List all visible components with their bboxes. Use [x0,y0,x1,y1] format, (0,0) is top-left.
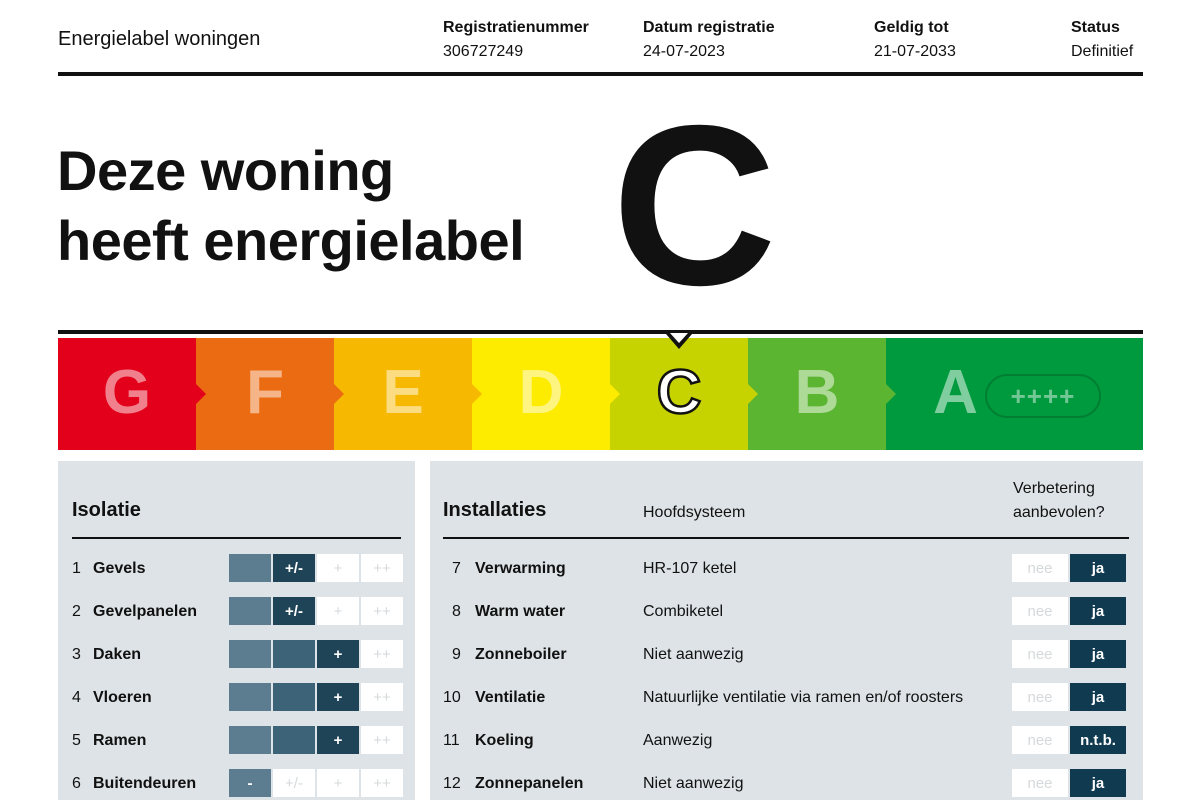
installatie-row [443,726,1129,756]
scale-letter-g: G [102,358,152,427]
advice-yes: n.t.b. [1070,726,1126,754]
rating-cell: + [317,683,359,711]
status [1071,16,1133,64]
row-name: Vloeren [93,689,152,706]
advice-yes: ja [1070,640,1126,668]
row-name: Ramen [93,732,147,749]
row-name: Koeling [475,732,534,749]
rating-cells [229,640,403,668]
row-system: Niet aanwezig [643,646,744,663]
rating-cell [229,640,271,668]
scale-letter-a: A [933,358,978,427]
advice-header-line-1: Verbetering [1013,480,1095,497]
row-number: 12 [443,775,461,792]
advice-yes: ja [1070,597,1126,625]
rating-cells [229,554,403,582]
scale-letter-d: D [518,358,564,427]
row-system: Aanwezig [643,732,713,749]
scale-arrow-icon [196,384,206,404]
advice-toggle [1012,597,1126,625]
scale-plus-badge: ++++ [985,374,1101,418]
row-system: Niet aanwezig [643,775,744,792]
advice-toggle [1012,554,1126,582]
rating-cell: ++ [361,726,403,754]
headline-line-2: heeft energielabel [57,209,525,272]
rating-cell [229,597,271,625]
advice-no: nee [1012,683,1068,711]
energy-label-letter: C [612,79,777,333]
scale-arrow-icon [748,384,758,404]
scale-letter-c: C [656,358,702,427]
rating-cell: ++ [361,683,403,711]
rating-cell: ++ [361,640,403,668]
installatie-row [443,640,1129,670]
scale-segment-b [748,338,886,450]
rating-cell: ++ [361,597,403,625]
installatie-row [443,554,1129,584]
advice-no: nee [1012,769,1068,797]
scale-segment-g [58,338,196,450]
advice-header-line-2: aanbevolen? [1013,504,1105,521]
advice-toggle [1012,640,1126,668]
advice-no: nee [1012,726,1068,754]
rating-cell [273,726,315,754]
rating-cell: + [317,640,359,668]
scale-segment-d [472,338,610,450]
rating-cell: +/- [273,597,315,625]
row-name: Zonneboiler [475,646,567,663]
rating-cells [229,726,403,754]
scale-segment-e [334,338,472,450]
rating-cell: + [317,769,359,797]
rating-cell: +/- [273,554,315,582]
scale-letter-e: E [382,358,424,427]
document-header [58,0,1143,76]
registration-date-value: 24-07-2023 [643,43,725,60]
rating-cell: + [317,597,359,625]
row-number: 1 [72,560,81,577]
row-number: 3 [72,646,81,663]
row-name: Daken [93,646,142,663]
advice-toggle [1012,726,1126,754]
isolatie-divider [72,537,401,539]
row-number: 10 [443,689,461,706]
row-system: HR-107 ketel [643,560,737,577]
rating-cells [229,597,403,625]
valid-until-label: Geldig tot [874,19,949,36]
rating-cell: ++ [361,769,403,797]
row-system: Natuurlijke ventilatie via ramen en/of roosters [643,689,964,706]
row-name: Zonnepanelen [475,775,584,792]
registration-number-value: 306727249 [443,43,524,60]
isolatie-panel [58,461,415,800]
row-number: 2 [72,603,81,620]
row-name: Buitendeuren [93,775,197,792]
scale-segment-a [886,338,1143,450]
installatie-row [443,769,1129,799]
isolatie-row [72,726,401,756]
installatie-row [443,597,1129,627]
advice-toggle [1012,683,1126,711]
scale-letter-b: B [794,358,840,427]
registration-date-label: Datum registratie [643,19,775,36]
row-name: Gevelpanelen [93,603,198,620]
rating-cell [229,726,271,754]
hoofdsysteem-header: Hoofdsysteem [643,504,746,521]
isolatie-row [72,597,401,627]
rating-cell [273,640,315,668]
row-name: Warm water [475,603,566,620]
registration-number [443,16,589,64]
row-number: 7 [452,560,461,577]
document-title: Energielabel woningen [58,28,261,50]
isolatie-row [72,769,401,799]
advice-toggle [1012,769,1126,797]
row-name: Ventilatie [475,689,546,706]
advice-yes: ja [1070,769,1126,797]
row-name: Verwarming [475,560,566,577]
scale-segment-f [196,338,334,450]
scale-arrow-icon [472,384,482,404]
installaties-panel [430,461,1143,800]
row-number: 5 [72,732,81,749]
scale-letter-f: F [246,358,284,427]
isolatie-row [72,683,401,713]
scale-segment-c [610,338,748,450]
energy-label-scale [58,330,1143,446]
installaties-title: Installaties [443,499,547,521]
rating-cells [229,683,403,711]
row-number: 8 [452,603,461,620]
scale-arrow-icon [334,384,344,404]
rating-cell: ++ [361,554,403,582]
scale-arrow-icon [886,384,896,404]
rating-cells [229,769,403,797]
installaties-divider [443,537,1129,539]
advice-no: nee [1012,597,1068,625]
row-name: Gevels [93,560,146,577]
isolatie-row [72,554,401,584]
rating-cell: + [317,554,359,582]
rating-cell [229,554,271,582]
rating-cell: + [317,726,359,754]
rating-cell: - [229,769,271,797]
advice-no: nee [1012,640,1068,668]
advice-no: nee [1012,554,1068,582]
isolatie-row [72,640,401,670]
scale-arrow-icon [610,384,620,404]
valid-until [874,16,956,64]
row-number: 9 [452,646,461,663]
registration-date [643,16,775,64]
rating-cell [273,683,315,711]
status-label: Status [1071,19,1120,36]
advice-yes: ja [1070,683,1126,711]
row-number: 11 [443,732,460,749]
row-system: Combiketel [643,603,724,620]
rating-cell: +/- [273,769,315,797]
headline-line-1: Deze woning [57,139,394,202]
installatie-row [443,683,1129,713]
advice-yes: ja [1070,554,1126,582]
status-value: Definitief [1071,43,1134,60]
active-pointer-inner [670,333,688,343]
headline [57,136,524,276]
registration-number-label: Registratienummer [443,19,589,36]
row-number: 6 [72,775,81,792]
isolatie-title: Isolatie [72,499,141,521]
valid-until-value: 21-07-2033 [874,43,956,60]
row-number: 4 [72,689,81,706]
advice-header [1013,477,1105,525]
rating-cell [229,683,271,711]
